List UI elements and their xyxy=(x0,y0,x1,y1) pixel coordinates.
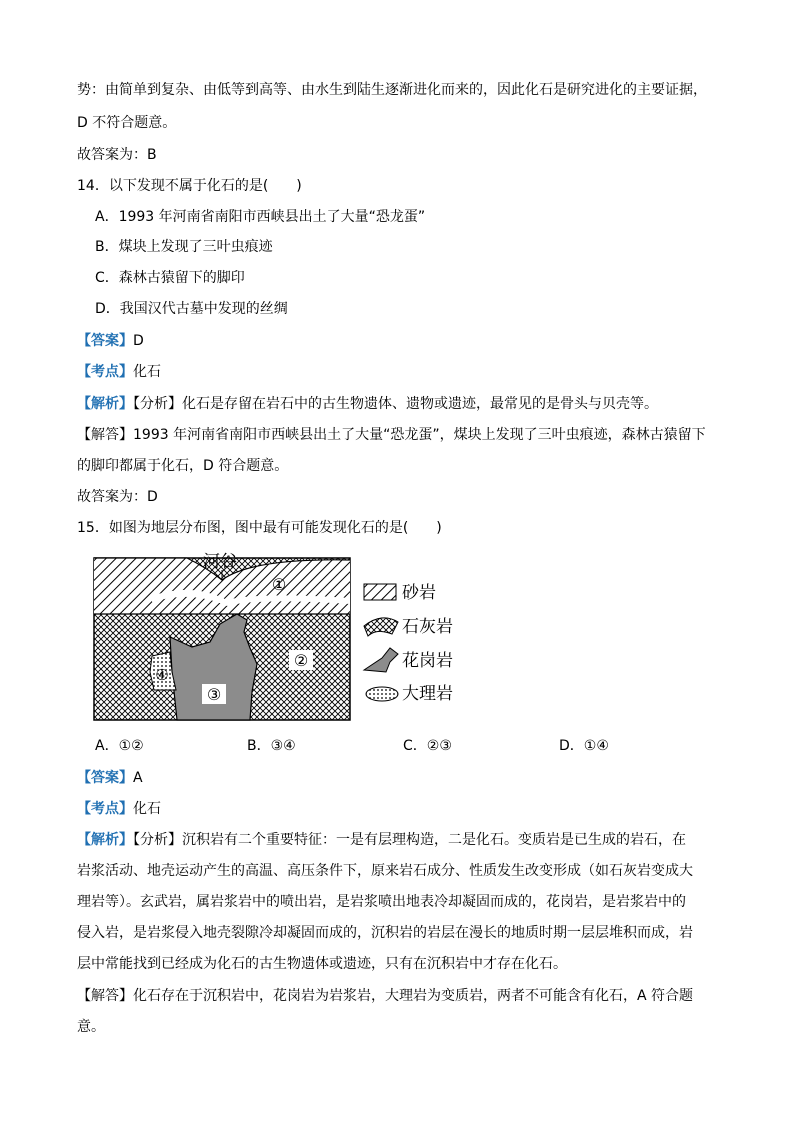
q14-point xyxy=(77,362,161,382)
strata-diagram xyxy=(92,552,472,724)
point-tag: 【考点】 xyxy=(77,801,133,817)
q15-option-a: A．①② xyxy=(95,738,144,754)
q14-option-c: C．森林古猿留下的脚印 xyxy=(95,270,245,286)
legend-sandstone-swatch xyxy=(364,584,396,600)
legend-marble-swatch xyxy=(366,687,398,701)
answer-value: D xyxy=(133,333,144,349)
q14-analysis xyxy=(77,394,658,414)
q14-option-d: D．我国汉代古墓中发现的丝绸 xyxy=(95,301,288,317)
legend-sandstone: 砂岩 xyxy=(402,583,436,603)
q14-answer xyxy=(77,331,144,351)
q15-analysis-line: 层中常能找到已经成为化石的古生物遗体或遗迹，只有在沉积岩中才存在化石。 xyxy=(77,956,567,972)
q15-point xyxy=(77,799,161,819)
q15-solution-line: 【解答】化石存在于沉积岩中，花岗岩为岩浆岩，大理岩为变质岩，两者不可能含有化石，A 符合题 xyxy=(77,988,694,1004)
q14-option-a: A．1993 年河南省南阳市西峡县出土了大量“恐龙蛋” xyxy=(95,209,426,225)
answer-line: 故答案为：B xyxy=(77,147,157,163)
q15-option-d: D．①④ xyxy=(559,738,609,754)
marker-2: ② xyxy=(293,651,309,670)
answer-tag: 【答案】 xyxy=(77,333,133,349)
legend-marble: 大理岩 xyxy=(402,684,453,704)
q14-final: 故答案为：D xyxy=(77,489,158,505)
valley-label: 河谷 xyxy=(203,552,237,572)
marker-4: ④ xyxy=(155,666,169,684)
analysis-text: 【分析】沉积岩有二个重要特征：一是有层理构造，二是化石。变质岩是已生成的岩石，在 xyxy=(133,832,686,848)
question-14-stem: 14．以下发现不属于化石的是( ) xyxy=(77,178,302,194)
q15-analysis xyxy=(77,830,686,850)
q15-analysis-line: 岩浆活动、地壳运动产生的高温、高压条件下，原来岩石成分、性质发生改变形成（如石灰岩变成大 xyxy=(77,863,693,879)
analysis-tag: 【解析】 xyxy=(77,832,133,848)
point-tag: 【考点】 xyxy=(77,364,133,380)
q14-option-b: B．煤块上发现了三叶虫痕迹 xyxy=(95,239,273,255)
paragraph-line: 势：由简单到复杂、由低等到高等、由水生到陆生逐渐进化而来的，因此化石是研究进化的主要证据， xyxy=(77,82,707,98)
analysis-tag: 【解析】 xyxy=(77,396,133,412)
answer-tag: 【答案】 xyxy=(77,770,133,786)
point-value: 化石 xyxy=(133,364,161,380)
marker-1: ① xyxy=(271,575,287,594)
marker-3: ③ xyxy=(206,685,222,704)
legend-limestone: 石灰岩 xyxy=(402,617,453,637)
legend-granite-swatch xyxy=(364,648,398,672)
paragraph-line: D 不符合题意。 xyxy=(77,115,177,131)
q15-solution-line: 意。 xyxy=(77,1019,105,1035)
q14-solution-line: 【解答】1993 年河南省南阳市西峡县出土了大量“恐龙蛋”，煤块上发现了三叶虫痕迹，森林古猿留下 xyxy=(77,427,706,443)
point-value: 化石 xyxy=(133,801,161,817)
legend-granite: 花岗岩 xyxy=(402,651,453,671)
analysis-text: 【分析】化石是存留在岩石中的古生物遗体、遗物或遗迹，最常见的是骨头与贝壳等。 xyxy=(133,396,658,412)
legend-limestone-swatch xyxy=(364,618,398,636)
q15-analysis-line: 理岩等）。玄武岩，属岩浆岩中的喷出岩，是岩浆喷出地表冷却凝固而成的，花岗岩，是岩浆岩中的 xyxy=(77,894,686,910)
question-15-stem: 15．如图为地层分布图，图中最有可能发现化石的是( ) xyxy=(77,520,442,536)
q15-option-b: B．③④ xyxy=(247,738,296,754)
q15-option-c: C．②③ xyxy=(403,738,452,754)
answer-value: A xyxy=(133,770,143,786)
q14-solution-line: 的脚印都属于化石，D 符合题意。 xyxy=(77,458,289,474)
q15-analysis-line: 侵入岩，是岩浆侵入地壳裂隙冷却凝固而成的，沉积岩的岩层在漫长的地质时期一层层堆积而成，岩 xyxy=(77,925,693,941)
q15-answer xyxy=(77,768,143,788)
